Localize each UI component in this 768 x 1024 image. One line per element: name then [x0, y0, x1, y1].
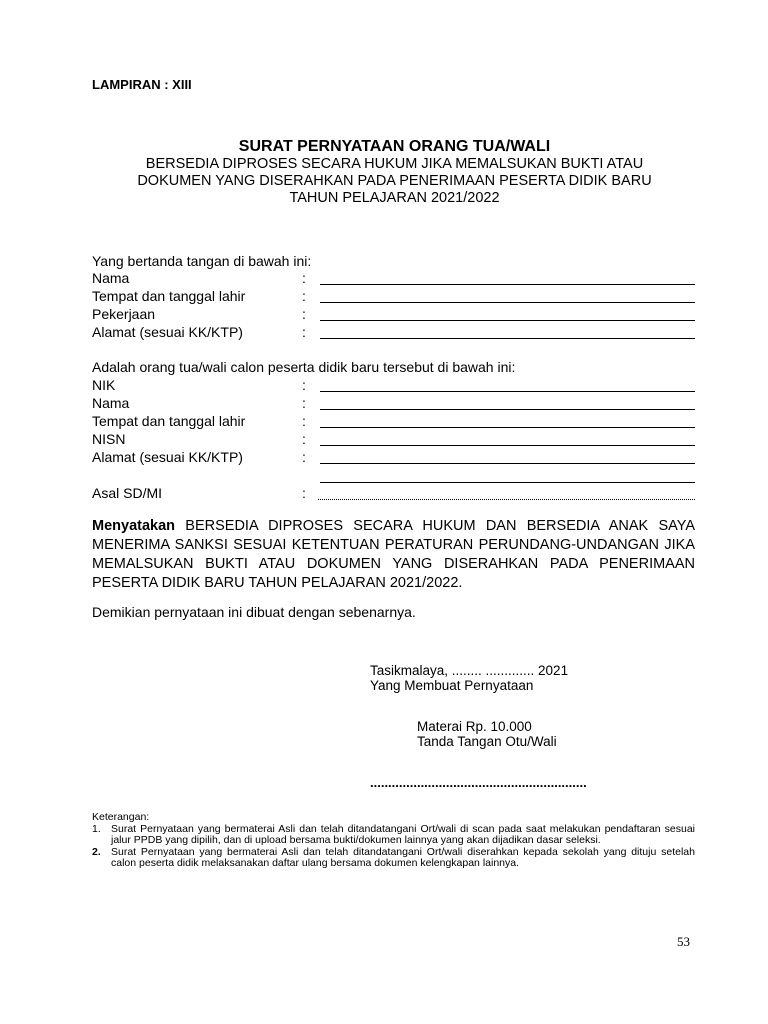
field-colon: :	[302, 377, 306, 393]
signer-job-field[interactable]	[92, 306, 695, 324]
field-label: Pekerjaan	[92, 306, 156, 322]
notes-heading: Keterangan:	[92, 811, 150, 823]
title-block	[92, 137, 697, 207]
fill-line[interactable]	[320, 391, 695, 392]
signer-name-field[interactable]	[92, 270, 695, 288]
field-label: Nama	[92, 395, 130, 411]
fill-line[interactable]	[320, 320, 695, 321]
title-subline: TAHUN PELAJARAN 2021/2022	[289, 190, 500, 206]
student-intro: Adalah orang tua/wali calon peserta didik baru tersebut di bawah ini:	[92, 359, 516, 375]
field-label: Asal SD/MI	[92, 485, 163, 501]
signature-line[interactable]: ............................................................	[370, 775, 587, 790]
field-label: Tempat dan tanggal lahir	[92, 413, 246, 429]
field-label: Alamat (sesuai KK/KTP)	[92, 449, 243, 465]
fill-line[interactable]	[320, 427, 695, 428]
fill-line[interactable]	[320, 284, 695, 285]
fill-line[interactable]	[320, 463, 695, 464]
materai-label: Materai Rp. 10.000	[417, 719, 532, 734]
note-item	[92, 824, 695, 847]
statement-text: BERSEDIA DIPROSES SECARA HUKUM DAN BERSEDIA ANAK SAYA MENERIMA SANKSI SESUAI KETENTUAN PERATURAN PERUNDANG-UNDANGAN JIKA MEMALSUKAN BUKTI ATAU DOKUMEN YANG DISERAHKAN PADA PENERIMAAN PESERTA DIDIK BARU TAHUN PELAJARAN 2021/2022.	[92, 518, 695, 591]
page-number: 53	[677, 934, 690, 949]
statement-paragraph	[92, 517, 695, 593]
document-title: SURAT PERNYATAAN ORANG TUA/WALI	[238, 138, 551, 155]
field-colon: :	[302, 324, 306, 340]
address-extra-line[interactable]	[320, 482, 695, 483]
student-school-field[interactable]	[92, 485, 695, 503]
field-label: NIK	[92, 377, 116, 393]
student-birth-field[interactable]	[92, 413, 695, 431]
student-address-field[interactable]	[92, 449, 695, 467]
note-text: Surat Pernyataan yang bermaterai Asli dan telah ditandatangani Ort/wali di scan pada saat melakukan pendaftaran sesuai jalur PPDB yang dipilih, dan di upload bersama bukti/dokumen lainnya yang akan dijadikan dasar seleksi.	[111, 822, 695, 846]
signer-birth-field[interactable]	[92, 288, 695, 306]
fill-line[interactable]	[320, 409, 695, 410]
note-number: 2.	[92, 845, 101, 858]
field-label: Nama	[92, 270, 130, 286]
field-colon: :	[302, 413, 306, 429]
closing-text: Demikian pernyataan ini dibuat dengan sebenarnya.	[92, 604, 416, 620]
signer-address-field[interactable]	[92, 324, 695, 342]
title-subline: DOKUMEN YANG DISERAHKAN PADA PENERIMAAN PESERTA DIDIK BARU	[137, 173, 652, 189]
field-colon: :	[302, 485, 306, 501]
field-colon: :	[302, 270, 306, 286]
field-label: Alamat (sesuai KK/KTP)	[92, 324, 243, 340]
signature-label: Tanda Tangan Otu/Wali	[417, 734, 557, 749]
fill-line[interactable]	[320, 302, 695, 303]
student-nisn-field[interactable]	[92, 431, 695, 449]
field-colon: :	[302, 288, 306, 304]
statement-bold-lead: Menyatakan	[92, 518, 176, 534]
fill-dotted-line[interactable]	[318, 499, 695, 500]
student-nik-field[interactable]	[92, 377, 695, 395]
title-subline: BERSEDIA DIPROSES SECARA HUKUM JIKA MEMALSUKAN BUKTI ATAU	[145, 156, 644, 172]
place-date: Tasikmalaya, ........ ............. 2021	[370, 663, 569, 678]
field-colon: :	[302, 431, 306, 447]
field-colon: :	[302, 449, 306, 465]
student-name-field[interactable]	[92, 395, 695, 413]
fill-line[interactable]	[320, 445, 695, 446]
notes-section	[92, 812, 695, 870]
note-item	[92, 847, 695, 870]
field-colon: :	[302, 395, 306, 411]
note-number: 1.	[92, 822, 101, 835]
field-label: NISN	[92, 431, 126, 447]
field-label: Tempat dan tanggal lahir	[92, 288, 246, 304]
note-text: Surat Pernyataan yang bermaterai Asli dan telah ditandatangani Ort/wali diserahkan kepada sekolah yang dituju setelah calon peserta didik melaksanakan daftar ulang bersama dokumen kelengkapan lainnya.	[111, 845, 695, 869]
signer-intro: Yang bertanda tangan di bawah ini:	[92, 253, 312, 269]
fill-line[interactable]	[320, 338, 695, 339]
lampiran-label: LAMPIRAN : XIII	[92, 77, 192, 92]
maker-label: Yang Membuat Pernyataan	[370, 678, 534, 693]
field-colon: :	[302, 306, 306, 322]
